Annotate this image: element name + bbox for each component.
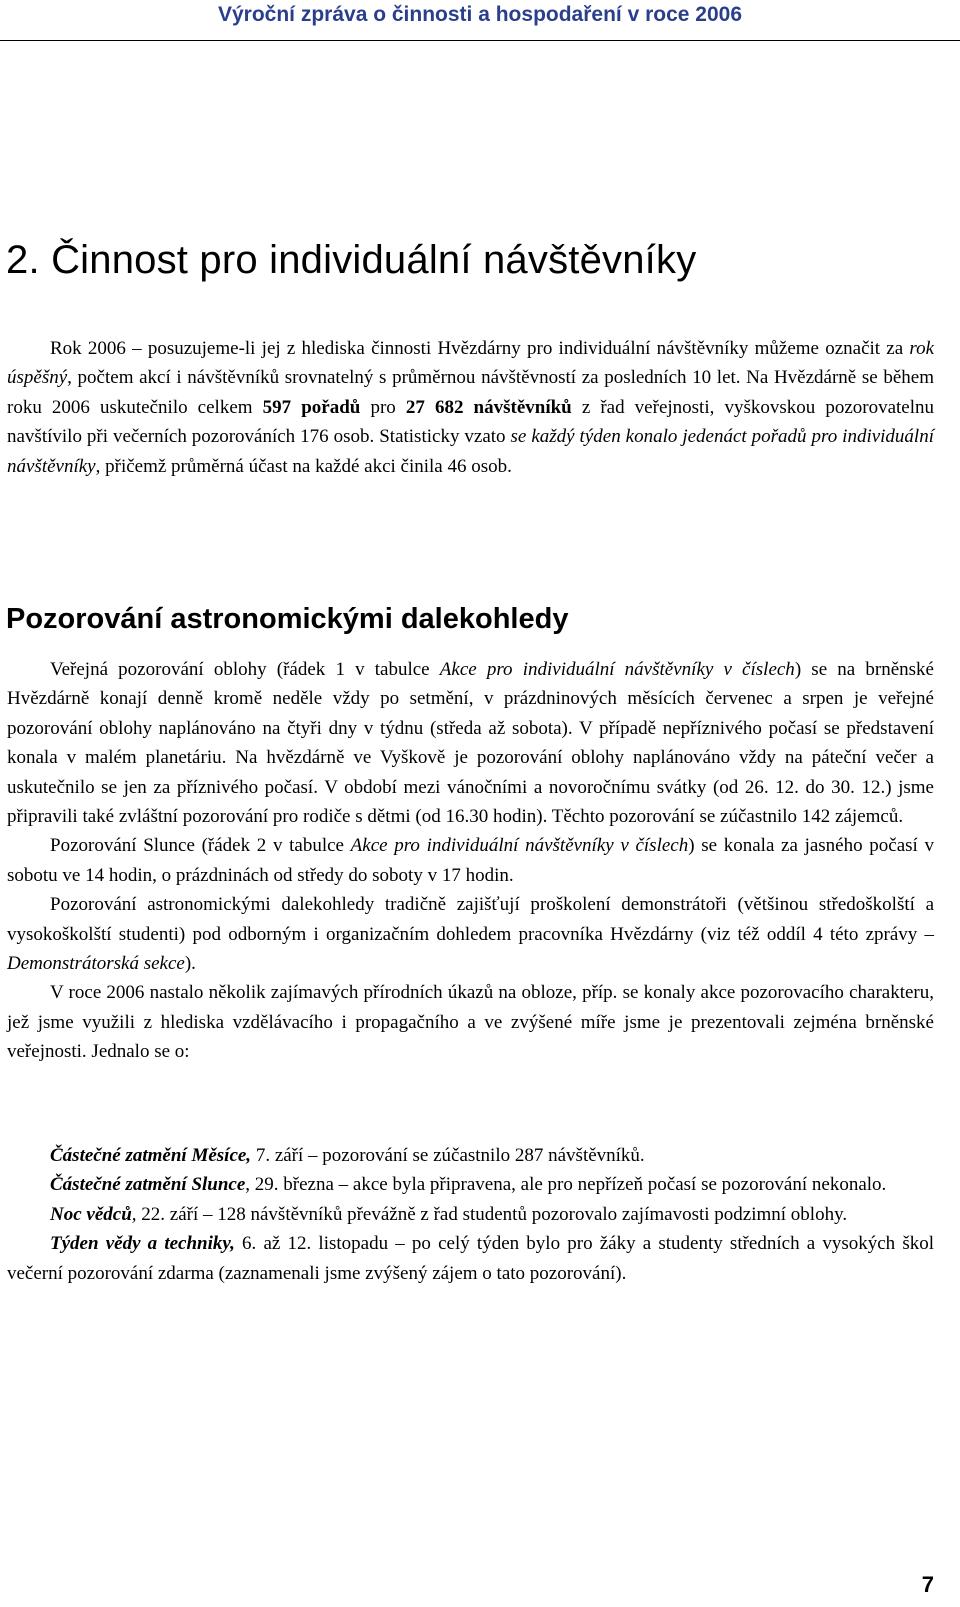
event-item	[7, 1200, 934, 1229]
intro-text-3: pro	[360, 396, 406, 418]
running-header	[0, 0, 960, 41]
chapter-title: 2. Činnost pro individuální návštěvníky	[6, 238, 697, 282]
event-name: Noc vědců	[50, 1203, 132, 1225]
p3-section-reference: Demonstrátorská sekce	[7, 953, 185, 975]
events-list	[7, 1141, 934, 1288]
p1-text-a: Veřejná pozorování oblohy (řádek 1 v tabulce	[50, 659, 440, 680]
intro-text-5: , přičemž průměrná účast na každé akci činila 46 osob.	[95, 455, 512, 477]
intro-emphasis-weekly: se každý týden konalo jedenáct pořadů pro individuální návštěvníky	[7, 426, 934, 477]
p2-text-b: ) se konala za jasného počasí v sobotu ve 14 hodin, o prázdninách od středy do soboty v 17 hodin.	[7, 835, 934, 886]
intro-text-4: z řad veřejnosti, vyškovskou pozorovatelnu navštívilo při večerních pozorováních 176 osob. Statisticky vzato	[7, 396, 935, 448]
page-number: 7	[921, 1572, 934, 1597]
intro-text-2: , počtem akcí i návštěvníků srovnatelný s průměrnou návštěvností za posledních 10 let. Na Hvězdárně se během roku 2006 uskutečnilo celkem	[7, 367, 934, 418]
intro-text-1: Rok 2006 – posuzujeme-li jej z hlediska činnosti Hvězdárny pro individuální návštěvníky můžeme označit za	[50, 338, 910, 359]
intro-emphasis-successful-year: rok úspěšný	[7, 338, 934, 389]
p2-table-reference: Akce pro individuální návštěvníky v číslech	[350, 835, 689, 857]
event-text: 7. září – pozorování se zúčastnilo 287 návštěvníků.	[251, 1145, 645, 1166]
paragraph-events-intro: V roce 2006 nastalo několik zajímavých přírodních úkazů na obloze, příp. se konaly akce pozorovacího charakteru, jež jsme využili z hlediska vzdělávacího i propagačního a ve zvýšené míře jsme je prezentovali zejména brněnské veřejnosti. Jednalo se o:	[7, 982, 934, 1063]
event-name: Částečné zatmění Měsíce,	[50, 1145, 252, 1166]
event-text: 6. až 12. listopadu – po celý týden bylo pro žáky a studenty středních a vysokých škol večerní pozorování zdarma (zaznamenali jsme zvýšený zájem o tato pozorování).	[7, 1233, 935, 1284]
event-text: , 22. září – 128 návštěvníků převážně z řad studentů pozorovalo zajímavosti podzimní oblohy.	[131, 1203, 848, 1225]
p1-table-reference: Akce pro individuální návštěvníky v číslech	[439, 659, 795, 680]
event-item	[7, 1229, 934, 1288]
event-text: , 29. března – akce byla připravena, ale pro nepřízeň počasí se pozorování nekonalo.	[245, 1174, 887, 1196]
event-name: Týden vědy a techniky,	[50, 1233, 235, 1255]
paragraph-sun-observations	[7, 831, 934, 890]
p3-text-b: ).	[184, 953, 196, 975]
intro-text	[7, 334, 934, 481]
intro-paragraph	[7, 334, 934, 481]
p2-text-a: Pozorování Slunce (řádek 2 v tabulce	[50, 835, 351, 857]
event-item	[7, 1141, 934, 1170]
paragraph-demonstrators	[7, 890, 934, 978]
section-heading: Pozorování astronomickými dalekohledy	[6, 603, 569, 635]
event-name: Částečné zatmění Slunce	[50, 1174, 246, 1196]
section-text	[7, 655, 934, 1067]
paragraph-public-observations	[7, 655, 934, 831]
running-header-title: Výroční zpráva o činnosti a hospodaření v roce 2006	[217, 3, 742, 26]
intro-count-programs: 597 pořadů	[262, 396, 361, 418]
p1-text-b: ) se na brněnské Hvězdárně konají denně kromě neděle vždy po setmění, v prázdninových měsících červenec a srpen je veřejné pozorování oblohy naplánováno na čtyři dny v týdnu (středa až sobota). V případě nepříznivého počasí se představení konala v malém planetáriu. Na hvězdárně ve Vyškově je pozorování oblohy naplánováno vždy na páteční večer a uskutečnilo se jen za příznivého počasí. V období mezi vánočními a novoročnímu svátky (od 26. 12. do 30. 12.) jsme připravili také zvláštní pozorování pro rodiče s dětmi (od 16.30 hodin). Těchto pozorování se zúčastnilo 142 zájemců.	[7, 659, 934, 828]
p3-text-a: Pozorování astronomickými dalekohledy tradičně zajišťují proškolení demonstrátoři (většinou středoškolští a vysokoškolští studenti) pod odborným i organizačním dohledem pracovníka Hvězdárny (viz též oddíl 4 této zprávy –	[7, 894, 934, 945]
event-item	[7, 1170, 934, 1199]
intro-count-visitors: 27 682 návštěvníků	[405, 396, 572, 418]
